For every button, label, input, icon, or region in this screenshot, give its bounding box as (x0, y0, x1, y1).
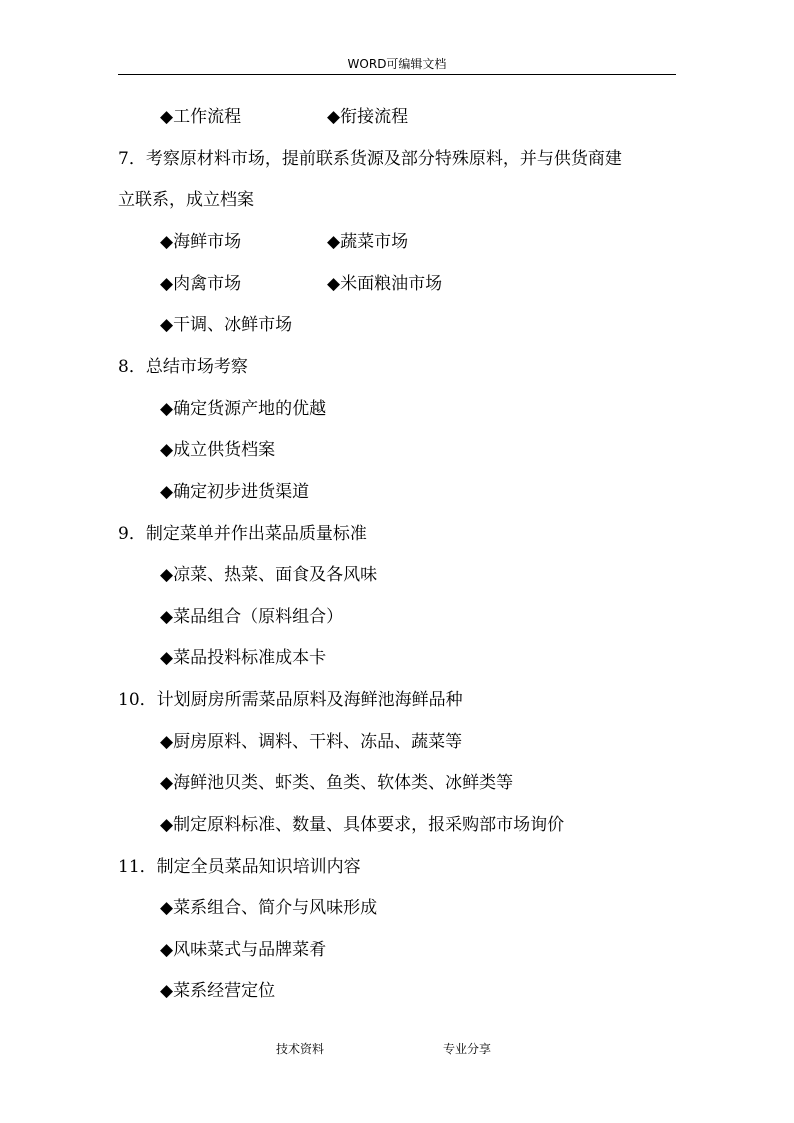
list-item: ◆海鲜市场 (160, 232, 242, 252)
list-item: ◆厨房原料、调料、干料、冻品、蔬菜等 (160, 732, 463, 752)
section-heading-9: 9．制定菜单并作出菜品质量标准 (118, 524, 367, 544)
list-item: ◆干调、冰鲜市场 (160, 315, 293, 335)
list-item: ◆肉禽市场 (160, 274, 242, 294)
list-item: ◆菜品投料标准成本卡 (160, 648, 327, 668)
list-item: ◆工作流程 (160, 107, 242, 127)
list-item: ◆菜系经营定位 (160, 981, 276, 1001)
section-heading-7: 7．考察原材料市场，提前联系货源及部分特殊原料，并与供货商建 (118, 149, 622, 169)
header-divider (118, 74, 676, 75)
page-header: WORD可编辑文档 (347, 57, 447, 71)
list-item: ◆风味菜式与品牌菜肴 (160, 940, 327, 960)
list-item: ◆凉菜、热菜、面食及各风味 (160, 565, 378, 585)
footer-right: 专业分享 (443, 1042, 492, 1056)
section-heading-7-cont: 立联系，成立档案 (118, 190, 254, 210)
list-item: ◆确定货源产地的优越 (160, 399, 327, 419)
list-item: ◆确定初步进货渠道 (160, 482, 310, 502)
list-item: ◆菜品组合（原料组合） (160, 607, 344, 627)
list-item: ◆菜系组合、简介与风味形成 (160, 898, 378, 918)
list-item: ◆衔接流程 (327, 107, 409, 127)
list-item: ◆海鲜池贝类、虾类、鱼类、软体类、冰鲜类等 (160, 773, 514, 793)
footer-left: 技术资料 (276, 1042, 325, 1056)
section-heading-11: 11．制定全员菜品知识培训内容 (118, 857, 361, 877)
list-item: ◆制定原料标准、数量、具体要求，报采购部市场询价 (160, 815, 565, 835)
section-heading-10: 10．计划厨房所需菜品原料及海鲜池海鲜品种 (118, 690, 463, 710)
section-heading-8: 8．总结市场考察 (118, 357, 248, 377)
list-item: ◆米面粮油市场 (327, 274, 443, 294)
list-item: ◆成立供货档案 (160, 440, 276, 460)
list-item: ◆蔬菜市场 (327, 232, 409, 252)
